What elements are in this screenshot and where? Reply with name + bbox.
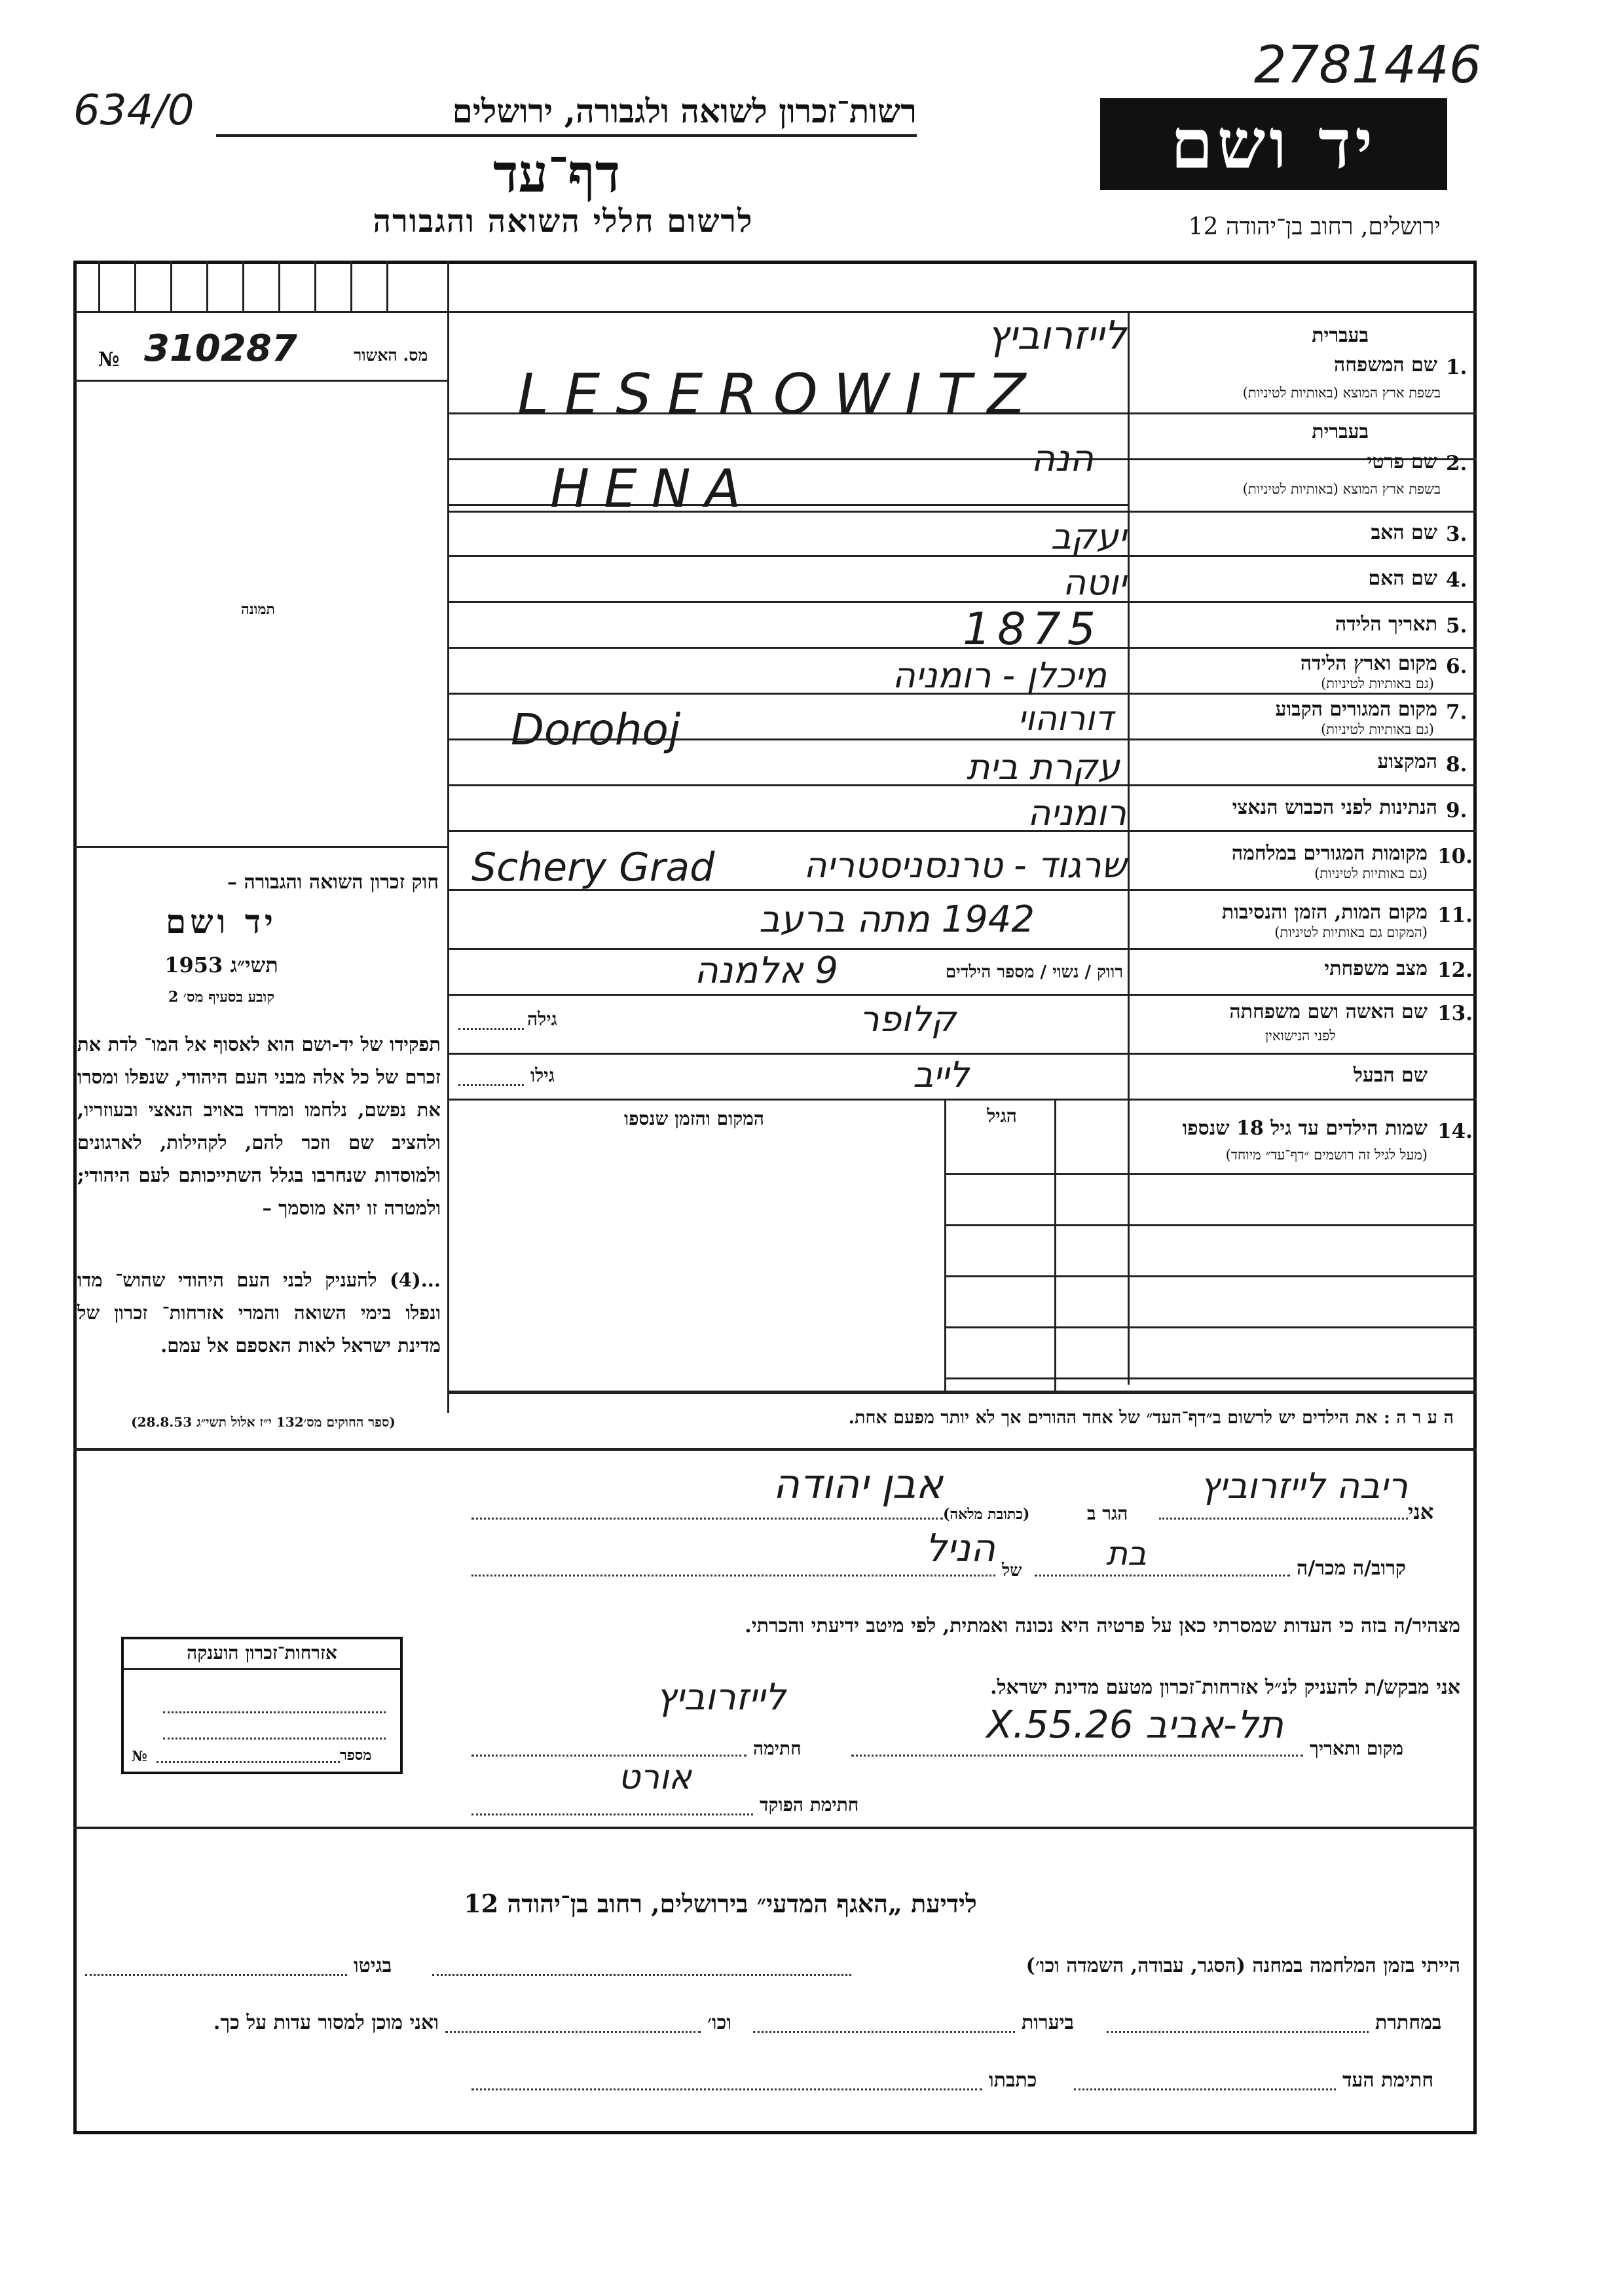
field-1-label: שם המשפחה [1333,354,1437,376]
form-title: דף־עד [492,143,621,204]
residence-hebrew-value: דורוהוי [1018,699,1113,738]
citizenship-box-title: אזרחות־זכרון הוענקה [187,1642,337,1664]
death-details-value: 1942 מתה ברעב [759,898,1035,941]
field-1-lang: בעברית [1312,324,1369,347]
corner-file-number: 634/0 [73,86,194,135]
logo-text: יד ושם [1170,103,1377,184]
etc-label: וכו׳ [707,2011,731,2034]
law-clause: קובע בסעיף מס׳ 2 [168,989,275,1006]
law-text-1: תפקידו של יד-ושם הוא לאסוף אל המו־ לדת את זכרם של כל אלה מבני העם היהודי, שנפלו ומסרו את נפשם, נלחמו ומרדו באויב הנאצי ובעוזריו, ולהציב שם וזכר להם, לקהילות, לארגונים ולמוסדות שנחרבו בגלל השתייכותם לעם היהודי; ולמטרה זו יהא מוסמך – [77,1033,441,1219]
field-9-label: הנתינות לפני הכבוש הנאצי [1232,796,1437,819]
wartime-residence-hebrew-value: שרגוד - טרנסניסטריה [803,845,1126,886]
husband-label: שם הבעל [1353,1064,1428,1087]
field-2-lang: בעברית [1312,420,1369,443]
field-2-number: 2. [1446,452,1467,475]
forests-label: ביערות [1022,2011,1075,2034]
full-address-label: (כתובת מלאה) [943,1506,1030,1523]
field-13-number: 13. [1437,1002,1473,1025]
signature-value: לייזרוביץ [655,1676,786,1719]
field-13-sub: לפני הנישואין [1265,1028,1336,1044]
approval-label: מס. האשור [354,346,428,365]
approval-no-prefix: № [98,348,120,371]
marital-status-value: 9 אלמנה [694,949,838,992]
residence-latin-value: Dorohoj [511,704,681,755]
witness-signature-label: חתימת העד [1342,2069,1434,2092]
children-label: שמות הילדים עד גיל 18 שנספו [1182,1117,1428,1140]
firstname-hebrew-value: הנה [1031,437,1094,480]
mother-name-value: יוטה [1062,562,1126,603]
children-place-header: המקום והזמן שנספו [624,1108,764,1129]
field-3-label: שם האב [1371,521,1437,544]
birth-place-value: מיכלן - רומניה [892,655,1107,696]
header-strip-line [73,311,1477,313]
field-11-label: מקום המות, הזמן והנסיבות [1221,901,1428,924]
field-12-label: מצב משפחתי [1324,957,1428,980]
field-5-label: תאריך הלידה [1335,613,1437,636]
form-subtitle: לרשום חללי השואה והגבורה [373,203,754,240]
nationality-value: רומניה [1027,792,1126,833]
address-line: ירושלים, רחוב בן־יהודה 12 [1188,213,1441,240]
witness-address-label: כתבתו [989,2069,1037,2092]
husband-age-label: גילו [530,1065,555,1086]
field-7-sub: (גם באותיות לטיניות) [1321,721,1434,737]
father-name-value: יעקב [1050,516,1126,557]
camp-line-label: הייתי בזמן המלחמה במחנה (הסגר, עבודה, השמדה וכו׳) [1025,1954,1460,1977]
field-6-label: מקום וארץ הלידה [1300,652,1437,675]
authority-title: רשות־זכרון לשואה ולגבורה, ירושלים [452,92,917,130]
field-4-number: 4. [1446,568,1467,592]
husband-name-value: לייב [912,1054,969,1095]
field-3-number: 3. [1446,522,1467,546]
field-5-number: 5. [1446,614,1467,638]
underground-label: במחתרת [1375,2011,1442,2034]
field-7-number: 7. [1446,701,1467,724]
profession-value: עקרת בית [966,746,1120,788]
citizenship-request: אני מבקש/ת להעניק לנ״ל אזרחות־זכרון מטעם מדינת ישראל. [990,1676,1460,1699]
of-label: של [1002,1561,1022,1580]
field-9-number: 9. [1446,799,1467,822]
law-title: חוק זכרון השואה והגבורה – [227,871,439,894]
field-1-number: 1. [1446,355,1467,379]
declarant-name-value: ריבה לייזרוביץ [1200,1465,1408,1506]
photo-label: תמונה [241,601,275,618]
law-reference: (ספר החוקים מס׳132 י״ז אלול תשי״ג 28.8.53) [131,1414,396,1430]
field-2-label: שם פרטי [1367,450,1437,473]
field-2-sub: בשפת ארץ המוצא (באותיות לטיניות) [1242,481,1441,497]
citizenship-number-label: מספר [340,1747,372,1764]
left-column-divider [447,261,449,1413]
field-13-label: שם האשה ושם משפחתה [1229,1000,1428,1023]
declaration-statement: מצהיר/ה בזה כי העדות שמסרתי כאן על פרטיה היא נכונה ואמתית, לפי מיטב ידיעתי והכרתי. [745,1614,1460,1637]
children-note: ה ע ר ה : את הילדים יש לרשום ב״דף־העד״ של אחד ההורים אך לא יותר מפעם אחת. [848,1408,1454,1428]
declarant-i-label: אני [1408,1499,1434,1524]
field-8-number: 8. [1446,753,1467,776]
firstname-latin-value: HENA [550,458,756,519]
logo [1100,98,1447,190]
relation-value: בת [1106,1535,1147,1573]
authority-underline [216,134,917,137]
wartime-residence-latin-value: Schery Grad [471,845,715,890]
field-4-label: שם האם [1368,567,1437,590]
citizenship-number-prefix: № [132,1748,147,1765]
relative-label: קרוב/ה מכר/ה [1297,1557,1406,1580]
inspector-signature-value: אורט [618,1758,692,1797]
wife-age-label: גילה [527,1008,557,1030]
scientific-dept-info: לידיעת „האגף המדעי״ בירושלים, רחוב בן־יהודה 12 [464,1889,977,1918]
signature-label: חתימה [753,1738,802,1759]
field-6-sub: (גם באותיות לטיניות) [1321,676,1434,691]
inspector-label: חתימת הפוקד [760,1794,859,1815]
field-8-label: המקצוע [1377,750,1437,773]
right-label-divider [1128,311,1130,1385]
address-value: אבן יהודה [773,1460,943,1508]
field-10-label: מקומות המגורים במלחמה [1231,842,1428,865]
field-1-sub: בשפת ארץ המוצא (באותיות לטיניות) [1242,385,1441,401]
children-sub: (מעל לגיל זה רושמים ״דף־עד״ מיוחד) [1225,1147,1428,1163]
field-6-number: 6. [1446,655,1467,678]
wife-name-value: קלופר [859,998,956,1040]
field-10-number: 10. [1437,845,1473,868]
of-value: הניל [925,1525,995,1570]
approval-number: 310287 [144,327,297,370]
field-7-label: מקום המגורים הקבוע [1275,698,1437,721]
top-archive-number: 2781446 [1254,36,1482,95]
place-date-value: תל-אביב 26.X.55 [986,1702,1283,1747]
law-text-2: ...(4) להעניק לבני העם היהודי שהוש־ מדו ונפלו בימי השואה והמרי אזרחות־ זכרון של מדינת ישראל לאות האספם אל עמם. [77,1269,441,1357]
field-10-sub: (גם באותיות לטיניות) [1314,866,1428,881]
field-12-number: 12. [1437,958,1473,982]
law-name: יד ושם [166,902,277,941]
ghetto-label: בגיטו [354,1954,392,1977]
surname-latin-value: LESEROWITZ [517,362,1042,428]
children-number: 14. [1437,1120,1473,1143]
birth-date-value: 1875 [963,604,1103,655]
resides-label: הגר ב [1087,1503,1128,1524]
ready-to-testify-label: ואני מוכן למסור עדות על כך. [213,2011,439,2034]
citizenship-box [121,1637,403,1774]
children-age-header: הגיל [987,1105,1017,1127]
law-year: תשי״ג 1953 [164,953,278,977]
surname-hebrew-value: לייזרוביץ [987,313,1126,359]
place-date-label: מקום ותאריך [1310,1738,1404,1759]
field-11-number: 11. [1437,903,1473,927]
marital-inline-label: רווק / נשוי / מספר הילדים [945,962,1123,982]
field-11-sub: (המקום גם באותיות לטיניות) [1274,924,1428,940]
